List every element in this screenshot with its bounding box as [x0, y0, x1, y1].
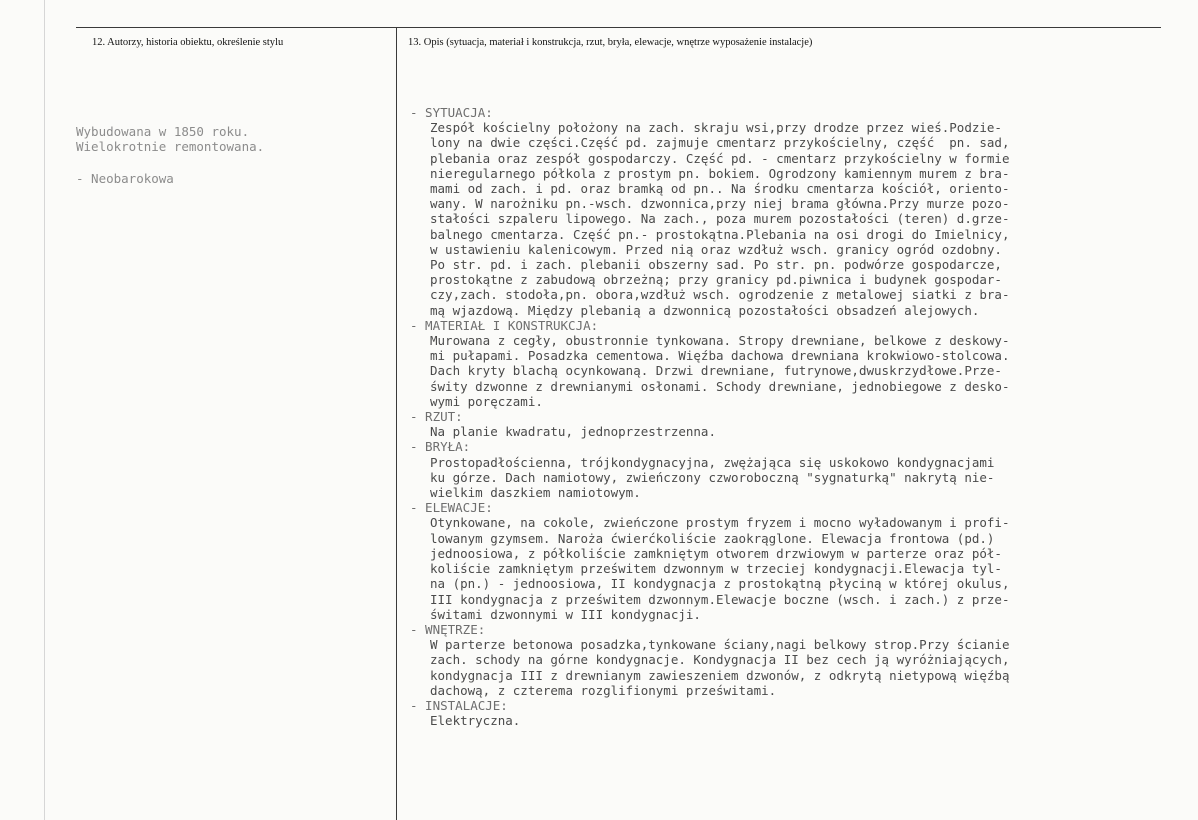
table-top-rule — [76, 27, 1161, 28]
style-line: - Neobarokowa — [76, 171, 174, 186]
section-text-line: na (pn.) - jednoosiowa, II kondygnacja z prostokątną płyciną w której okulus, — [430, 576, 1010, 592]
section-heading: - MATERIAŁ I KONSTRUKCJA: — [410, 317, 599, 333]
section-text-line: Murowana z cegły, obustronnie tynkowana. Stropy drewniane, belkowe z deskowy- — [430, 333, 1010, 349]
section-text-line: lowanym gzymsem. Naroża ćwierćkoliście zaokrąglone. Elewacja frontowa (pd.) — [430, 530, 995, 546]
history-spacer — [76, 154, 376, 171]
section-text-line: Po str. pd. i zach. plebanii obszerny sad. Po str. pn. podwórze gospodarcze, — [430, 257, 1002, 273]
column-header-authors-history: 12. Autorzy, historia obiektu, określenie stylu — [92, 37, 284, 48]
section-text-line: Otynkowane, na cokole, zwieńczone prostym fryzem i mocno wyładowanym i profi- — [430, 515, 1010, 531]
description-section — [410, 409, 1190, 439]
section-heading: - INSTALACJE: — [410, 697, 508, 713]
section-text-line: lony na dwie części.Część pd. zajmuje cmentarz przykościelny, część pn. sad, — [430, 135, 1010, 151]
section-text-line: wielkim daszkiem namiotowym. — [430, 485, 641, 501]
description-section — [410, 318, 1190, 409]
section-text-line: świty dzwonne z drewnianymi osłonami. Schody drewniane, jednobiegowe z desko- — [430, 378, 1010, 394]
section-text-line: wymi poręczami. — [430, 393, 543, 409]
section-heading: - ELEWACJE: — [410, 500, 493, 516]
history-line: Wielokrotnie remontowana. — [76, 139, 265, 154]
page-edge-line — [44, 0, 45, 820]
section-heading: - RZUT: — [410, 409, 463, 425]
section-text-line: Dach kryty blachą ocynkowaną. Drzwi drewniane, futrynowe,dwuskrzydłowe.Prze- — [430, 363, 1002, 379]
description-section — [410, 105, 1190, 318]
description-text — [410, 105, 1190, 728]
section-text-line: Elektryczna. — [430, 713, 521, 729]
section-text-line: Prostopadłościenna, trójkondygnacyjna, zwężająca się uskokowo kondygnacjami — [430, 454, 995, 470]
section-heading: - SYTUACJA: — [410, 105, 493, 120]
description-section — [410, 439, 1190, 500]
authors-history-text — [76, 124, 376, 186]
section-text-line: ku górze. Dach namiotowy, zwieńczony czworoboczną "sygnaturką" nakrytą nie- — [430, 469, 995, 485]
section-text-line: dachową, z czterema rozglifionymi prześwitami. — [430, 682, 777, 698]
section-text-line: Na planie kwadratu, jednoprzestrzenna. — [430, 424, 716, 440]
section-text-line: III kondygnacja z prześwitem dzwonnym.Elewacje boczne (wsch. i zach.) z prze- — [430, 591, 1010, 607]
description-section — [410, 500, 1190, 622]
section-text-line: koliście zamkniętym prześwitem dzwonnym w trzeciej kondygnacji.Elewacja tyl- — [430, 561, 1002, 577]
column-header-description: 13. Opis (sytuacja, materiał i konstrukcja, rzut, bryła, elewacje, wnętrze wyposażenie instalacje) — [408, 37, 813, 48]
description-section — [410, 622, 1190, 698]
section-text-line: stałości szpaleru lipowego. Na zach., poza murem pozostałości (teren) d.grze- — [430, 211, 1010, 227]
section-text-line: balnego cmentarza. Część pn.- prostokątna.Plebania na osi drogi do Imielnicy, — [430, 226, 1010, 242]
section-text-line: W parterze betonowa posadzka,tynkowane ściany,nagi belkowy strop.Przy ścianie — [430, 637, 1010, 653]
section-text-line: czy,zach. stodoła,pn. obora,wzdłuż wsch. ogrodzenie z metalowej siatki z bra- — [430, 287, 1010, 303]
section-text-line: kondygnacja III z drewnianym zawieszeniem dzwonów, z odkrytą nietypową więźbą — [430, 667, 1010, 683]
section-text-line: mami od zach. i pd. oraz bramką od pn.. Na środku cmentarza kościół, oriento- — [430, 181, 1010, 197]
section-text-line: mą wjazdową. Między plebanią a dzwonnicą pozostałości obsadzeń alejowych. — [430, 302, 980, 318]
section-text-line: prostokątne z zabudową obrzeżną; przy granicy pd.piwnica i budynek gospodar- — [430, 272, 1002, 288]
description-section — [410, 698, 1190, 728]
section-heading: - WNĘTRZE: — [410, 621, 486, 637]
section-heading: - BRYŁA: — [410, 439, 471, 455]
section-text-line: wany. W narożniku pn.-wsch. dzwonnica,przy niej brama główna.Przy murze pozo- — [430, 196, 1010, 212]
section-text-line: nieregularnego półkola z prostym pn. bokiem. Ogrodzony kamiennym murem z bra- — [430, 165, 1010, 181]
column-divider — [396, 27, 397, 820]
section-text-line: plebania oraz zespół gospodarczy. Część pd. - cmentarz przykościelny w formie — [430, 150, 1010, 166]
section-text-line: jednoosiowa, z półkoliście zamkniętym otworem drzwiowym w parterze oraz pół- — [430, 545, 1002, 561]
section-text-line: świtami dzwonnymi w III kondygnacji. — [430, 606, 701, 622]
section-text-line: mi pułapami. Posadzka cementowa. Więźba dachowa drewniana krokwiowo-stolcowa. — [430, 348, 1010, 364]
section-text-line: w ustawieniu kalenicowym. Przed nią oraz wzdłuż wsch. granicy ogród ozdobny. — [430, 241, 1002, 257]
section-text-line: Zespół kościelny położony na zach. skraju wsi,przy drodze przez wieś.Podzie- — [430, 120, 1002, 136]
section-text-line: zach. schody na górne kondygnacje. Kondygnacja II bez cech ją wyróżniających, — [430, 652, 1010, 668]
history-line: Wybudowana w 1850 roku. — [76, 124, 250, 139]
